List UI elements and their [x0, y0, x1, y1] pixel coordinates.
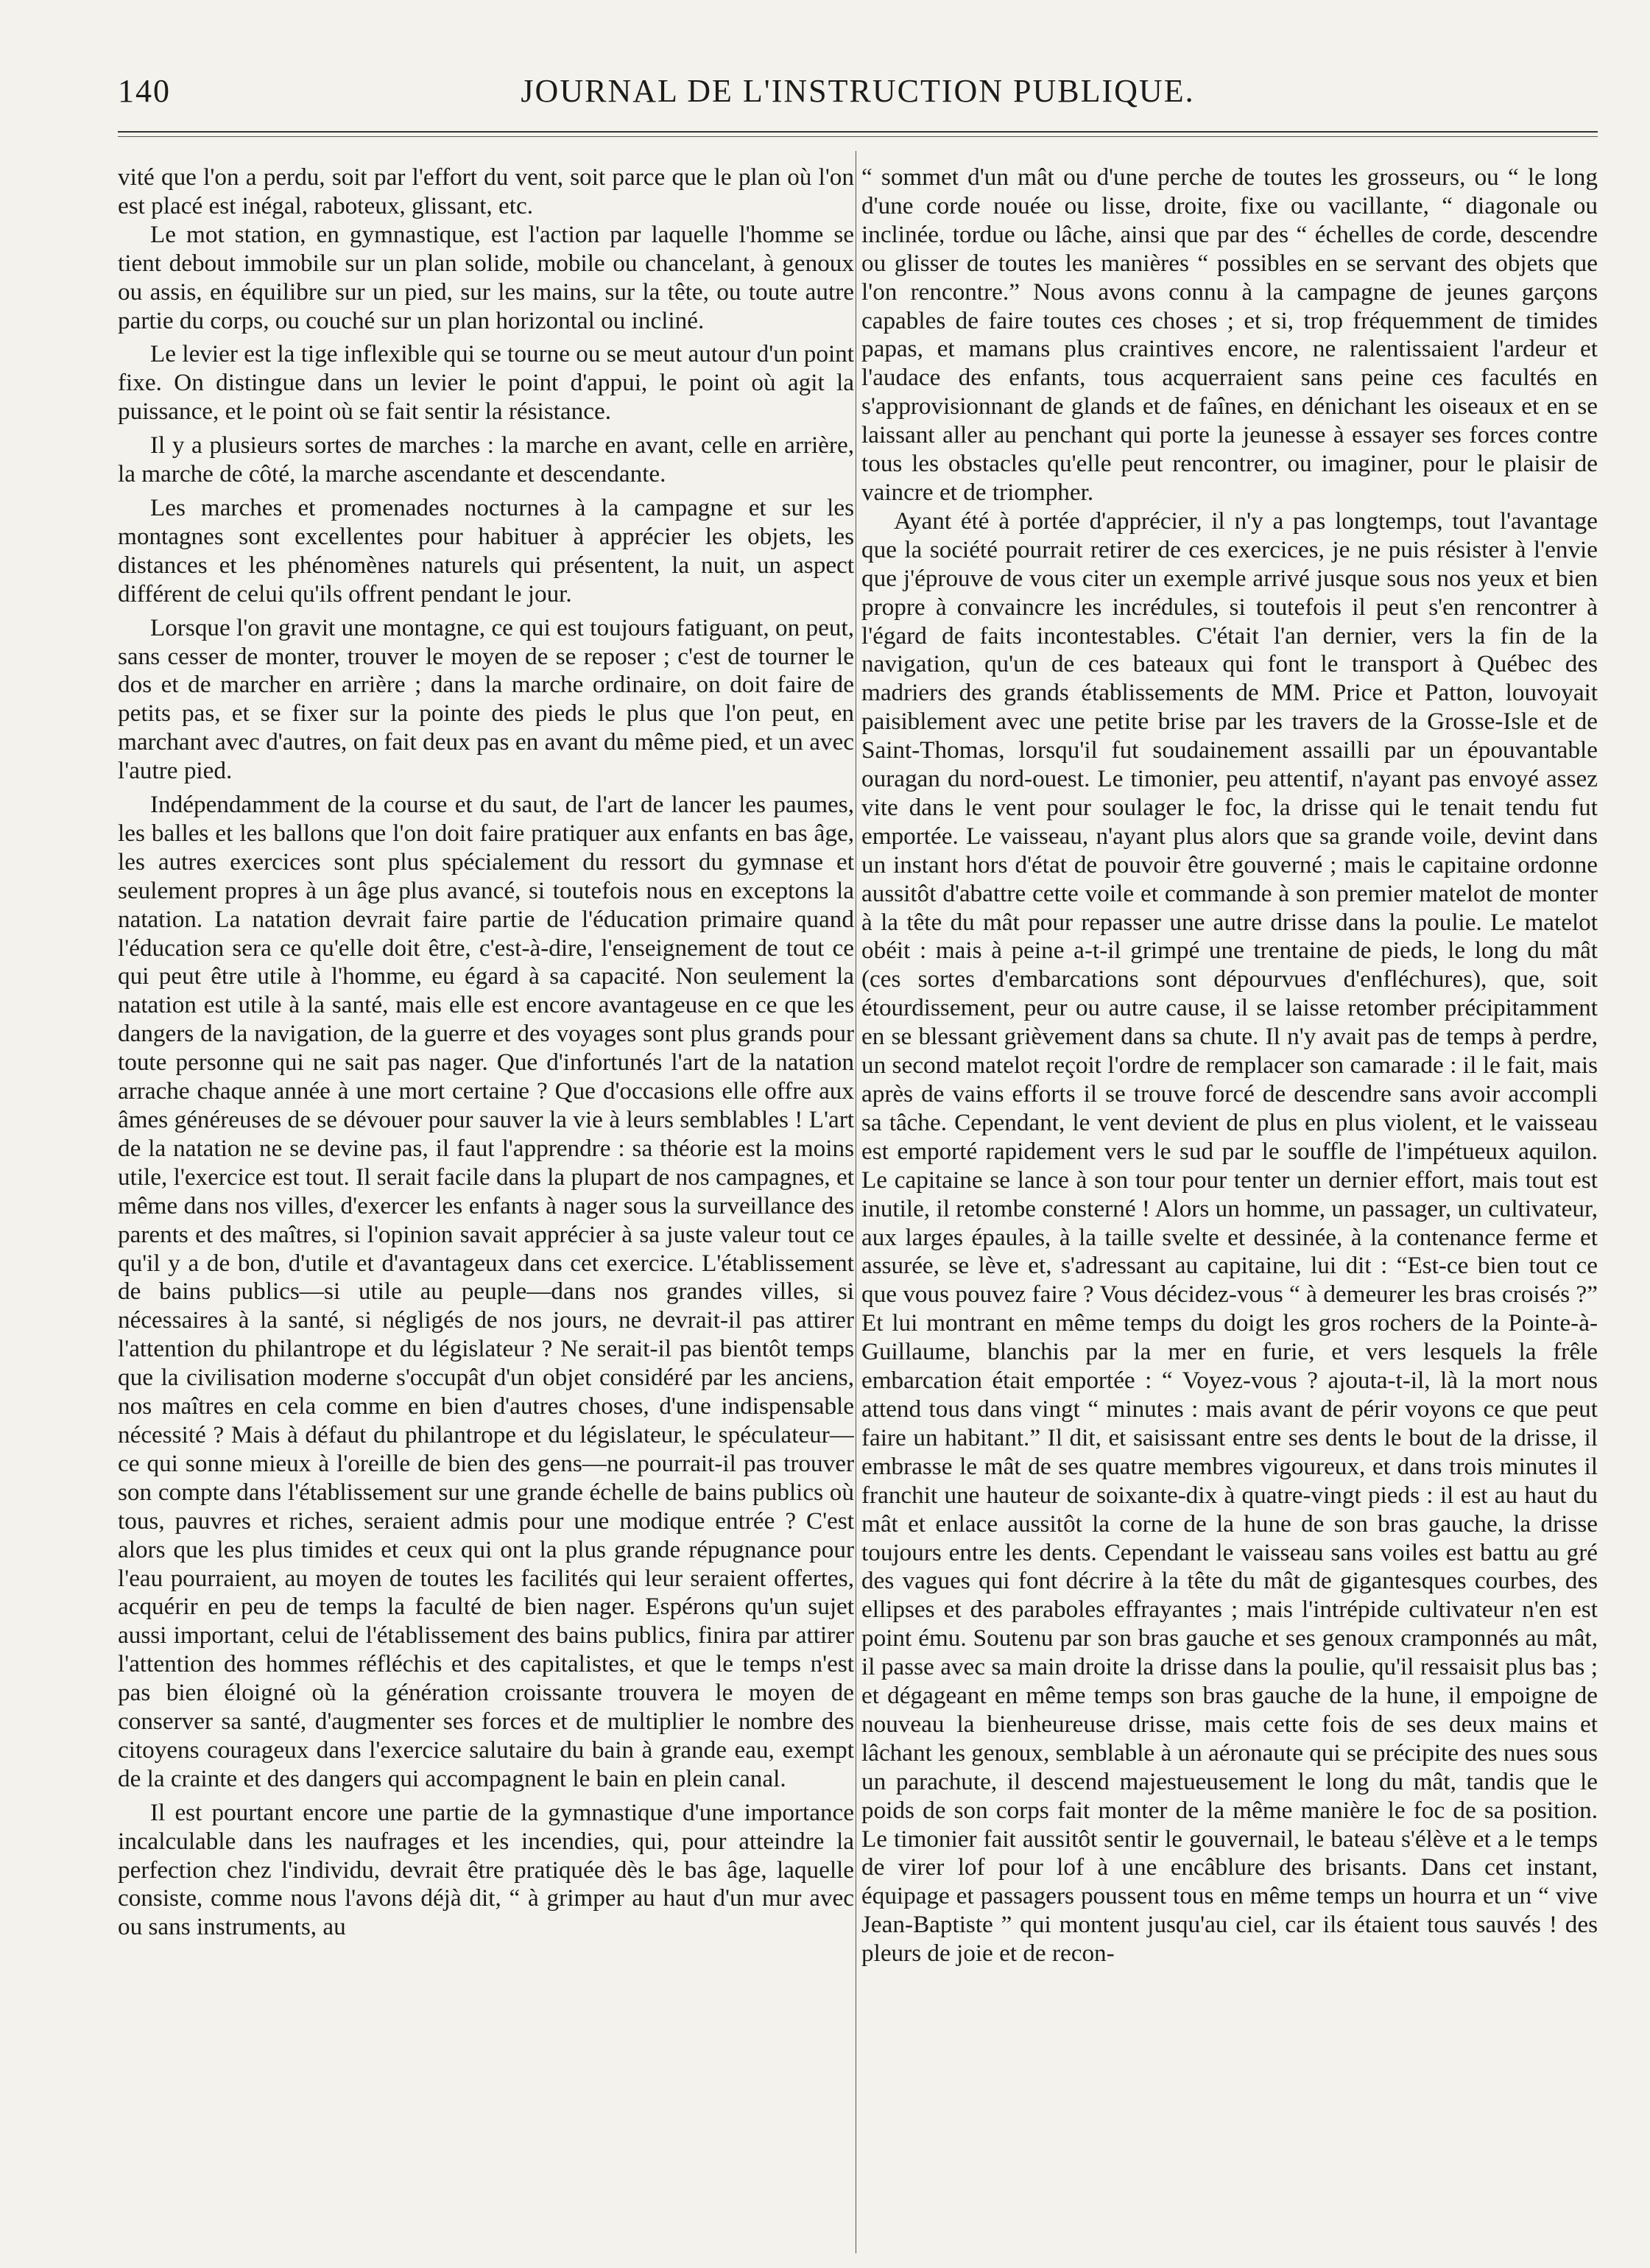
paragraph: “ sommet d'un mât ou d'une perche de toutes les grosseurs, ou “ le long d'une corde nouée ou lisse, droite, fixe ou vacillante, “ diagonale ou inclinée, tordue ou lâche, ainsi que par des “ échelles de corde, descendre ou glisser de toutes les manières “ possibles en se servant des objets que l'on rencontre.” Nous avons connu à la campagne de jeunes garçons capables de faire toutes ces choses ; et si, trop fréquemment de timides papas, et mamans plus craintives encore, ne ralentissaient l'ardeur et l'audace des enfants, tous acquerraient sans peine ces facultés en s'approvisionnant de glands et de faînes, en dénichant les oiseaux et en se laissant aller au penchant qui porte la jeunesse à essayer ses forces contre tous les obstacles qu'elle peut rencontrer, ou imaginer, pour le plaisir de vaincre et de triompher.	[861, 163, 1598, 506]
paragraph: Il y a plusieurs sortes de marches : la marche en avant, celle en arrière, la marche de côté, la marche ascendante et descendante.	[118, 432, 854, 488]
left-column	[118, 163, 854, 2255]
paragraph: Le mot station, en gymnastique, est l'action par laquelle l'homme se tient debout immobile sur un plan solide, mobile ou chancelant, à genoux ou assis, en équilibre sur un pied, sur les mains, sur la tête, ou toute autre partie du corps, ou couché sur un plan horizontal ou incliné.	[118, 220, 854, 334]
paragraph: Ayant été à portée d'apprécier, il n'y a pas longtemps, tout l'avantage que la société pourrait retirer de ces exercices, je ne puis résister à l'envie que j'éprouve de vous citer un exemple arrivé jusque sous nos yeux et bien propre à convaincre les incrédules, si toutefois il peut s'en rencontrer à l'égard de faits incontestables. C'était l'an dernier, vers la fin de la navigation, qu'un de ces bateaux qui font le transport à Québec des madriers des grands établissements de MM. Price et Patton, louvoyait paisiblement avec une petite brise par les travers de la Grosse-Isle et de Saint-Thomas, lorsqu'il fut soudainement assailli par un épouvantable ouragan du nord-ouest. Le timonier, peu attentif, n'ayant pas envoyé assez vite dans le vent pour soulager le foc, la drisse qui le tenait tendu fut emportée. Le vaisseau, n'ayant plus alors que sa grande voile, devint dans un instant hors d'état de pouvoir être gouverné ; mais le capitaine ordonne aussitôt d'abattre cette voile et commande à son premier matelot de monter à la tête du mât pour repasser une autre drisse dans la poulie. Le matelot obéit : mais à peine a-t-il grimpé une trentaine de pieds, le long du mât (ces sortes d'embarcations sont dépourvues d'enfléchures), que, soit étourdissement, peur ou autre cause, il se laisse retomber précipitamment en se blessant grièvement dans sa chute. Il n'y avait pas de temps à perdre, un second matelot reçoit l'ordre de remplacer son camarade : il le fait, mais après de vains efforts il se trouve forcé de descendre sans avoir accompli sa tâche. Cependant, le vent devient de plus en plus violent, et le vaisseau est emporté rapidement vers le sud par le souffle de l'impétueux aquilon. Le capitaine se lance à son tour pour tenter un dernier effort, mais tout est inutile, il retombe consterné ! Alors un homme, un passager, un cultivateur, aux larges épaules, à la taille svelte et dessinée, à la contenance ferme et assurée, se lève et, s'adressant au capitaine, lui dit : “Est-ce bien tout ce que vous pouvez faire ? Vous décidez-vous “ à demeurer les bras croisés ?” Et lui montrant en même temps du doigt les gros rochers de la Pointe-à-Guillaume, blanchis par la mer en furie, et vers lesquels la frêle embarcation était emportée : “ Voyez-vous ? ajouta-t-il, là la mort nous attend tous dans vingt “ minutes : mais avant de périr voyons ce que peut faire un habitant.” Il dit, et saisissant entre ses dents le bout de la drisse, il embrasse le mât de ses quatre membres vigoureux, et dans trois minutes il franchit une hauteur de soixante-dix à quatre-vingt pieds : il est au haut du mât et enlace aussitôt la corne de la hune de son bras gauche, la drisse toujours entre les dents. Cependant le vaisseau sans voiles est battu au gré des vagues qui font décrire à la tête du mât de gigantesques courbes, des ellipses et des paraboles effrayantes ; mais l'intrépide cultivateur n'en est point ému. Soutenu par son bras gauche et ses genoux cramponnés au mât, il passe avec sa main droite la drisse dans la poulie, qu'il ressaisit plus bas ; et dégageant en même temps son bras gauche de la hune, il empoigne de nouveau la bienheureuse drisse, mais cette fois de ses deux mains et lâchant les genoux, semblable à un aéronaute qui se précipite des nues sous un parachute, il descend majestueusement le long du mât, tandis que le poids de son corps fait monter de la même manière le foc de sa position. Le timonier fait aussitôt sentir le gouvernail, le bateau s'élève et a le temps de virer lof pour lof à une encâblure des brisants. Dans cet instant, équipage et passagers poussent tous en même temps un hourra et un “ vive Jean-Baptiste ” qui montent jusqu'au ciel, car ils étaient tous sauvés ! des pleurs de joie et de recon-	[861, 507, 1598, 1968]
page-number: 140	[118, 73, 171, 109]
running-title: JOURNAL DE L'INSTRUCTION PUBLIQUE.	[521, 73, 1195, 109]
paragraph: Lorsque l'on gravit une montagne, ce qui est toujours fatiguant, on peut, sans cesser de monter, trouver le moyen de se reposer ; c'est de tourner le dos et de marcher en arrière ; dans la marche ordinaire, on doit faire de petits pas, et se fixer sur la pointe des pieds le plus que l'on peut, en marchant avec d'autres, on fait deux pas en avant du même pied, et un avec l'autre pied.	[118, 613, 854, 785]
paragraph: Les marches et promenades nocturnes à la campagne et sur les montagnes sont excellentes pour habituer à apprécier les objets, les distances et les phénomènes naturels qui présentent, la nuit, un aspect différent de celui qu'ils offrent pendant le jour.	[118, 493, 854, 608]
header-rule	[118, 131, 1598, 137]
page-header	[118, 72, 1598, 116]
paragraph: Il est pourtant encore une partie de la gymnastique d'une importance incalculable dans les naufrages et les incendies, qui, pour atteindre la perfection chez l'individu, devrait être pratiquée dès le bas âge, laquelle consiste, comme nous l'avons déjà dit, “ à grimper au haut d'un mur avec ou sans instruments, au	[118, 1798, 854, 1941]
paragraph: Indépendamment de la course et du saut, de l'art de lancer les paumes, les balles et les ballons que l'on doit faire pratiquer aux enfants en bas âge, les autres exercices sont plus spécialement du ressort du gymnase et seulement propres à un âge plus avancé, si toutefois nous en exceptons la natation. La natation devrait faire partie de l'éducation primaire quand l'éducation sera ce qu'elle doit être, c'est-à-dire, l'enseignement de tout ce qui peut être utile à l'homme, eu égard à sa capacité. Non seulement la natation est utile à la santé, mais elle est encore avantageuse en ce que les dangers de la navigation, de la guerre et des voyages sont plus grands pour toute personne qui ne sait pas nager. Que d'infortunés l'art de la natation arrache chaque année à une mort certaine ? Que d'occasions elle offre aux âmes généreuses de se dévouer pour sauver la vie à leurs semblables ! L'art de la natation ne se devine pas, il faut l'apprendre : sa théorie est la moins utile, l'exercice est tout. Il serait facile dans la plupart de nos campagnes, et même dans nos villes, d'exercer les enfants à nager sous la surveillance des parents et des maîtres, si l'opinion savait apprécier à sa juste valeur tout ce qu'il y a de bon, d'utile et d'avantageux dans cet exercice. L'établissement de bains publics—si utile au peuple—dans nos grandes villes, si nécessaires à la santé, si négligés de nos jours, ne devrait-il pas attirer l'attention du philantrope et du législateur ? Ne serait-il pas bientôt temps que la civilisation moderne s'occupât d'un objet considéré par les anciens, nos maîtres en cela comme en bien d'autres choses, d'une indispensable nécessité ? Mais à défaut du philantrope et du législateur, le spéculateur—ce qui sonne mieux à l'oreille de bien des gens—ne pourrait-il pas trouver son compte dans l'établissement sur une grande échelle de bains publics où tous, pauvres et riches, seraient admis pour une modique entrée ? C'est alors que les plus timides et ceux qui ont la plus grande répugnance pour l'eau pourraient, au moyen de toutes les facilités qui leur seraient offertes, acquérir en peu de temps la faculté de bien nager. Espérons qu'un sujet aussi important, celui de l'établissement des bains publics, finira par attirer l'attention des hommes réfléchis et des capitalistes, et que le temps n'est pas bien éloigné où la génération croissante trouvera le moyen de conserver sa santé, d'augmenter ses forces et de multiplier le nombre des citoyens courageux dans l'exercice salutaire du bain à grande eau, exempt de la crainte et des dangers qui accompagnent le bain en plein canal.	[118, 791, 854, 1792]
paragraph: Le levier est la tige inflexible qui se tourne ou se meut autour d'un point fixe. On distingue dans un levier le point d'appui, le point où agit la puissance, et le point où se fait sentir la résistance.	[118, 340, 854, 426]
paragraph: vité que l'on a perdu, soit par l'effort du vent, soit parce que le plan où l'on est placé est inégal, raboteux, glissant, etc.	[118, 163, 854, 219]
right-column	[861, 163, 1598, 2255]
